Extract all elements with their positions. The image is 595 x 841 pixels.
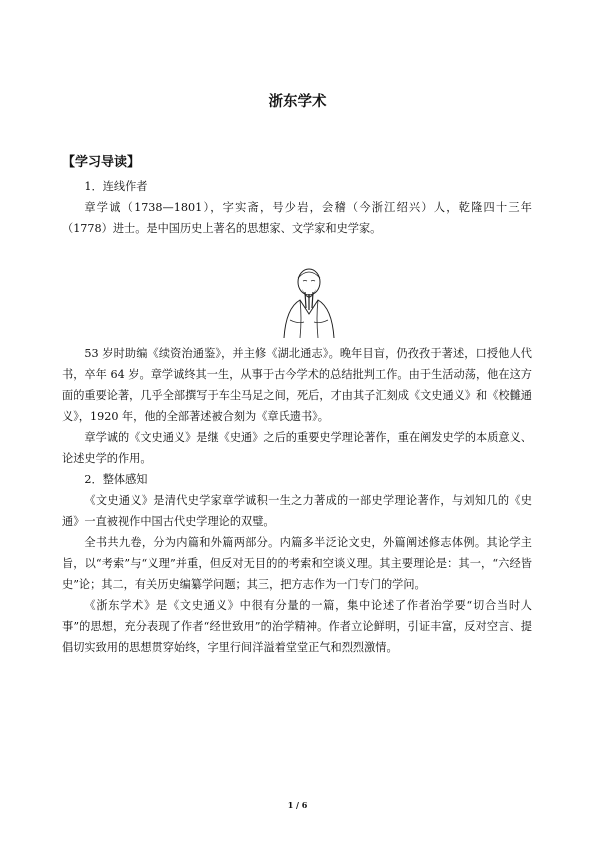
paragraph: 全书共九卷，分为内篇和外篇两部分。内篇多半泛论文史，外篇阐述修志体例。其论学主旨，以“考索”与“义理”并重，但反对无目的的考索和空谈义理。其主要理论是：其一，“六经皆史”论；其二，有关历史编纂学问题；其三，把方志作为一门专门的学问。 (62, 536, 532, 591)
part2-heading: 2．整体感知 (84, 473, 148, 486)
intro-block (62, 176, 532, 239)
section-heading: 【学习导读】 (62, 155, 141, 170)
paragraph: 《浙东学术》是《文史通义》中很有分量的一篇，集中论述了作者治学要“切合当时人事”的思想，充分表现了作者“经世致用”的治学精神。作者立论鲜明，引证丰富，反对空言、提倡切实致用的思想贯穿始终，字里行间洋溢着堂堂正气和烈烈激情。 (62, 599, 532, 654)
document-title: 浙东学术 (268, 94, 327, 110)
paragraph: 《文史通义》是清代史学家章学诚积一生之力著成的一部史学理论著作，与刘知几的《史通》一直被视作中国古代史学理论的双璧。 (62, 494, 532, 528)
paragraph: 章学诚（1738—1801），字实斋，号少岩，会稽（今浙江绍兴）人，乾隆四十三年（1778）进士。是中国历史上著名的思想家、文学家和史学家。 (62, 201, 532, 235)
author-portrait (278, 262, 340, 340)
paragraph: 章学诚的《文史通义》是继《史通》之后的重要史学理论著作，重在阐发史学的本质意义、论述史学的作用。 (62, 431, 532, 465)
body-block (62, 343, 532, 658)
part1-heading: 1．连线作者 (84, 180, 148, 193)
page-number: 1 / 6 (287, 800, 308, 810)
paragraph: 53 岁时助编《续资治通鉴》，并主修《湖北通志》。晚年目盲，仍孜孜于著述，口授他人代书，卒年 64 岁。章学诚终其一生，从事于古今学术的总结批判工作。由于生活动荡，他在这方面的重要论著，几乎全部撰写于车尘马足之间，死后，才由其子汇刻成《文史通义》和《校雠通义》，1920 年，他的全部著述被合刻为《章氏遗书》。 (62, 347, 532, 423)
